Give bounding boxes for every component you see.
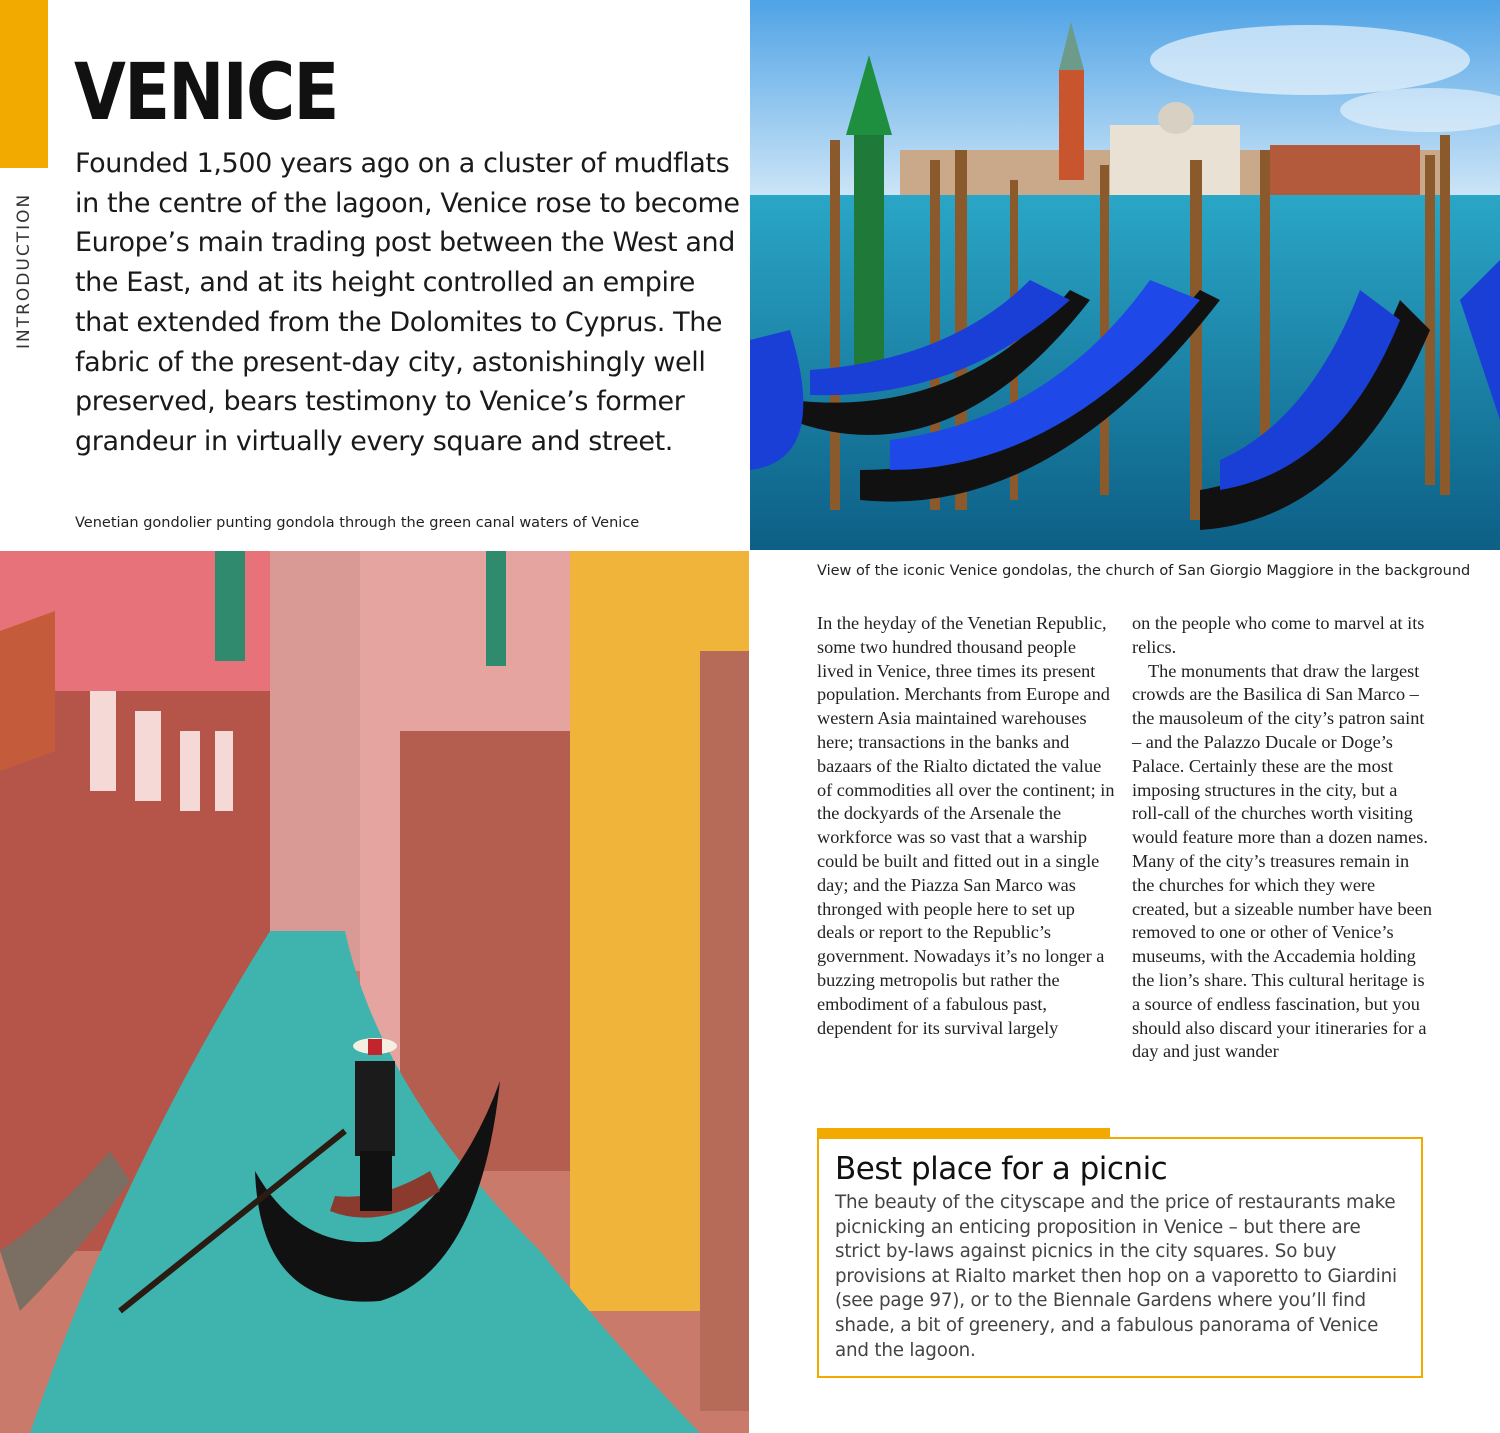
box-text: The beauty of the cityscape and the price of restaurants make picnicking an enticing proposition in Venice – but there are strict by-laws against picnics in the city squares. So buy provisions at Rialto market then hop on a vaporetto to Giardini (see page 97), or to the Biennale Gardens where you’ll find shade, a bit of greenery, and a fabulous panorama of Venice and the lagoon. [835, 1192, 1397, 1361]
photo-caption-gondolas: View of the iconic Venice gondolas, the church of San Giorgio Maggiore in the background [817, 563, 1471, 579]
picnic-info-box [817, 1137, 1423, 1378]
photo-canal-gondolier [0, 551, 749, 1433]
box-title: Best place for a picnic [835, 1151, 1168, 1187]
body-paragraph: The monuments that draw the largest crowds are the Basilica di San Marco – the mausoleum of the city’s patron saint – and the Palazzo Ducale or Doge’s Palace. Certainly these are the most imposing structures in the city, but a roll-call of the churches worth visiting would feature more than a dozen names. Many of the city’s treasures remain in the churches for which they were created, but a sizeable number have been removed to one or other of Venice’s museums, with the Accademia holding the lion’s share. This cultural heritage is a source of endless fascination, but you should also discard your itineraries for a day and just wander [1132, 660, 1432, 1062]
body-column-1 [817, 612, 1117, 1040]
body-column-2 [1132, 612, 1432, 1064]
page-title: VENICE [74, 48, 338, 138]
intro-paragraph: Founded 1,500 years ago on a cluster of mudflats in the centre of the lagoon, Venice rose to become Europe’s main trading post between the West and the East, and at its height controlled an empire that extended from the Dolomites to Cyprus. The fabric of the present-day city, astonishingly well preserved, bears testimony to Venice’s former grandeur in virtually every square and street. [75, 148, 740, 457]
section-label: INTRODUCTION [14, 192, 34, 350]
body-paragraph: on the people who come to marvel at its relics. [1132, 613, 1425, 657]
accent-bar [0, 0, 48, 168]
photo-gondolas [750, 0, 1500, 550]
photo-caption-canal: Venetian gondolier punting gondola through the green canal waters of Venice [75, 515, 640, 531]
body-paragraph: In the heyday of the Venetian Republic, some two hundred thousand people lived in Venice, three times its present population. Merchants from Europe and western Asia maintained warehouses here; transactions in the banks and bazaars of the Rialto dictated the value of commodities all over the continent; in the dockyards of the Arsenale the workforce was so vast that a warship could be built and fitted out in a single day; and the Piazza San Marco was thronged with people here to set up deals or report to the Republic’s government. Nowadays it’s no longer a buzzing metropolis but rather the embodiment of a fabulous past, dependent for its survival largely [817, 613, 1115, 1038]
